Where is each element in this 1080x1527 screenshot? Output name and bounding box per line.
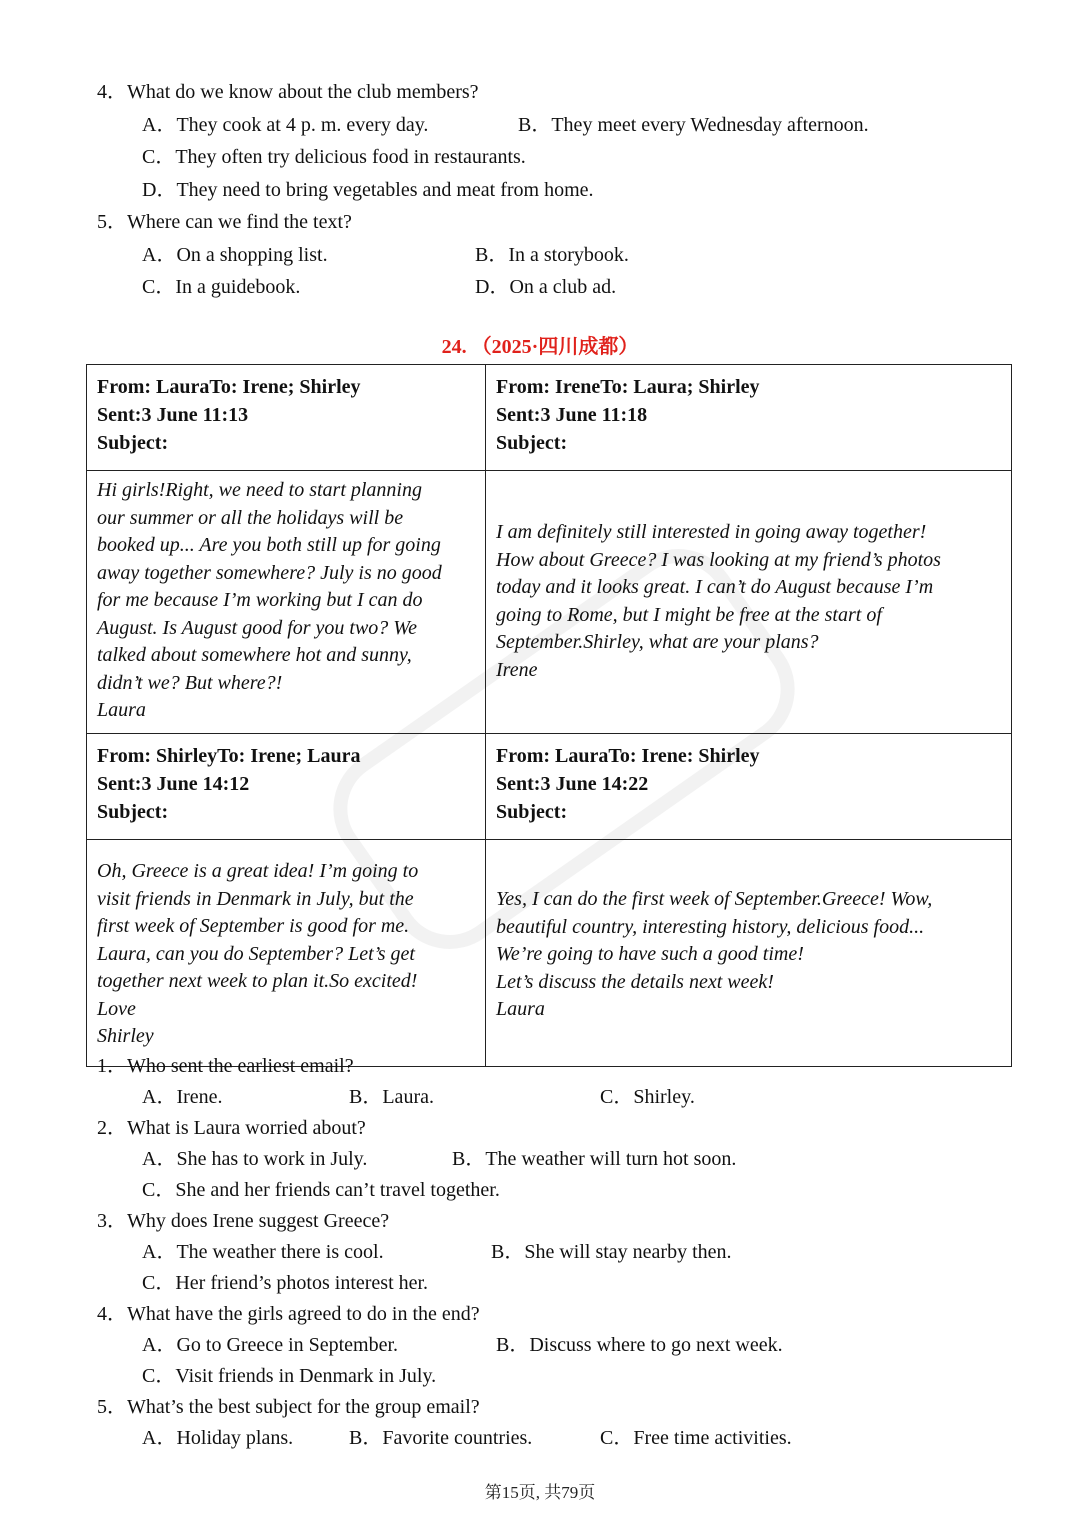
email-sent: Sent:3 June 11:13 [97, 404, 249, 426]
option-a: A．They cook at 4 p. m. every day. [142, 114, 429, 136]
option-c: C．Her friend’s photos interest her. [142, 1272, 429, 1294]
email-body-line: Oh, Greece is a great idea! I’m going to [97, 860, 419, 882]
option-c: C．Visit friends in Denmark in July. [142, 1365, 437, 1387]
option-b: B．In a storybook. [475, 244, 629, 266]
email-body-line: first week of September is good for me. [97, 915, 410, 937]
email-body-line: away together somewhere? July is no good [97, 561, 442, 584]
option-c: C．She and her friends can’t travel together. [142, 1179, 500, 1201]
email-body-line: beautiful country, interesting history, delicious food... [496, 915, 925, 938]
email-body-1 [87, 471, 486, 734]
email-body-line: August. Is August good for you two? We [97, 616, 418, 639]
email-body-line: today and it looks great. I can’t do August because I’m [496, 576, 934, 598]
email-body-line: September.Shirley, what are your plans? [496, 631, 819, 653]
email-sent: Sent:3 June 11:18 [496, 404, 648, 426]
email-body-line: Yes, I can do the first week of September.Greece! Wow, [496, 888, 933, 910]
option-c: C．Shirley. [600, 1086, 695, 1108]
email-subject: Subject: [496, 432, 568, 454]
email-signature: Irene [496, 658, 538, 681]
page-footer: 第15页, 共79页 [484, 1483, 596, 1502]
option-c: C．In a guidebook. [142, 276, 301, 298]
option-b: B．The weather will turn hot soon. [452, 1148, 737, 1170]
email-body-line: We’re going to have such a good time! [496, 943, 804, 965]
email-from-to: From: IreneTo: Laura; Shirley [496, 376, 760, 398]
option-a: A．On a shopping list. [142, 244, 328, 266]
email-header-3 [87, 734, 486, 840]
question-text: 5．Where can we find the text? [97, 211, 352, 233]
option-a: A．Irene. [142, 1086, 223, 1108]
option-c: C．They often try delicious food in restaurants. [142, 146, 526, 168]
option-b: B．Laura. [349, 1086, 434, 1108]
email-body-row [87, 840, 1012, 1067]
question-text: 2．What is Laura worried about? [97, 1117, 366, 1139]
question-text: 3．Why does Irene suggest Greece? [97, 1210, 390, 1232]
email-body-line: Hi girls!Right, we need to start planning [97, 479, 422, 501]
email-body-line: for me because I’m working but I can do [97, 589, 423, 611]
option-b: B．They meet every Wednesday afternoon. [518, 114, 869, 136]
email-header-row [87, 365, 1012, 471]
email-body-row [87, 471, 1012, 734]
option-b: B．Favorite countries. [349, 1427, 533, 1449]
section-heading: 24. （2025·四川成都） [441, 336, 639, 358]
email-table [86, 364, 1012, 1067]
email-sent: Sent:3 June 14:22 [496, 773, 649, 795]
email-signature: Laura [97, 699, 146, 721]
email-from-to: From: LauraTo: Irene: Shirley [496, 745, 760, 767]
question-text: 4．What have the girls agreed to do in the end? [97, 1303, 480, 1325]
email-sent: Sent:3 June 14:12 [97, 773, 250, 795]
email-body-line: How about Greece? I was looking at my friend’s photos [496, 548, 941, 571]
email-body-3 [87, 840, 486, 1067]
email-signature: Laura [496, 998, 545, 1020]
option-b: B．She will stay nearby then. [491, 1241, 732, 1263]
email-from-to: From: LauraTo: Irene; Shirley [97, 376, 361, 398]
option-a: A．Go to Greece in September. [142, 1334, 399, 1356]
email-signature: Shirley [97, 1025, 154, 1047]
email-subject: Subject: [97, 801, 169, 823]
email-header-row [87, 734, 1012, 840]
option-a: A．The weather there is cool. [142, 1241, 384, 1263]
question-number: 4．What do we know about the club members? [97, 81, 479, 103]
email-subject: Subject: [496, 801, 568, 823]
option-b: B．Discuss where to go next week. [496, 1334, 783, 1356]
option-a: A．She has to work in July. [142, 1148, 368, 1170]
email-body-line: going to Rome, but I might be free at the start of [496, 603, 882, 626]
email-from-to: From: ShirleyTo: Irene; Laura [97, 745, 361, 767]
email-body-line: visit friends in Denmark in July, but the [97, 887, 414, 910]
email-body-line: didn’t we? But where?! [97, 671, 283, 694]
email-subject: Subject: [97, 432, 169, 454]
option-d: D．On a club ad. [475, 276, 617, 298]
email-body-line: together next week to plan it.So excited! [97, 970, 418, 992]
email-body-line: Love [97, 997, 136, 1020]
email-body-line: Let’s discuss the details next week! [496, 970, 774, 993]
email-body-line: booked up... Are you both still up for going [97, 534, 441, 556]
question-text: 1．Who sent the earliest email? [97, 1055, 354, 1077]
email-header-4 [486, 734, 1012, 840]
email-body-line: our summer or all the holidays will be [97, 506, 404, 529]
email-body-line: Laura, can you do September? Let’s get [97, 942, 415, 965]
option-c: C．Free time activities. [600, 1427, 792, 1449]
option-d: D．They need to bring vegetables and meat from home. [142, 179, 594, 201]
email-body-4 [486, 840, 1012, 1067]
question-text: 5．What’s the best subject for the group email? [97, 1396, 480, 1418]
option-a: A．Holiday plans. [142, 1427, 294, 1449]
email-header-1 [87, 365, 486, 471]
email-body-2 [486, 471, 1012, 734]
email-header-2 [486, 365, 1012, 471]
email-body-line: talked about somewhere hot and sunny, [97, 644, 412, 666]
email-body-line: I am definitely still interested in going away together! [496, 521, 927, 543]
